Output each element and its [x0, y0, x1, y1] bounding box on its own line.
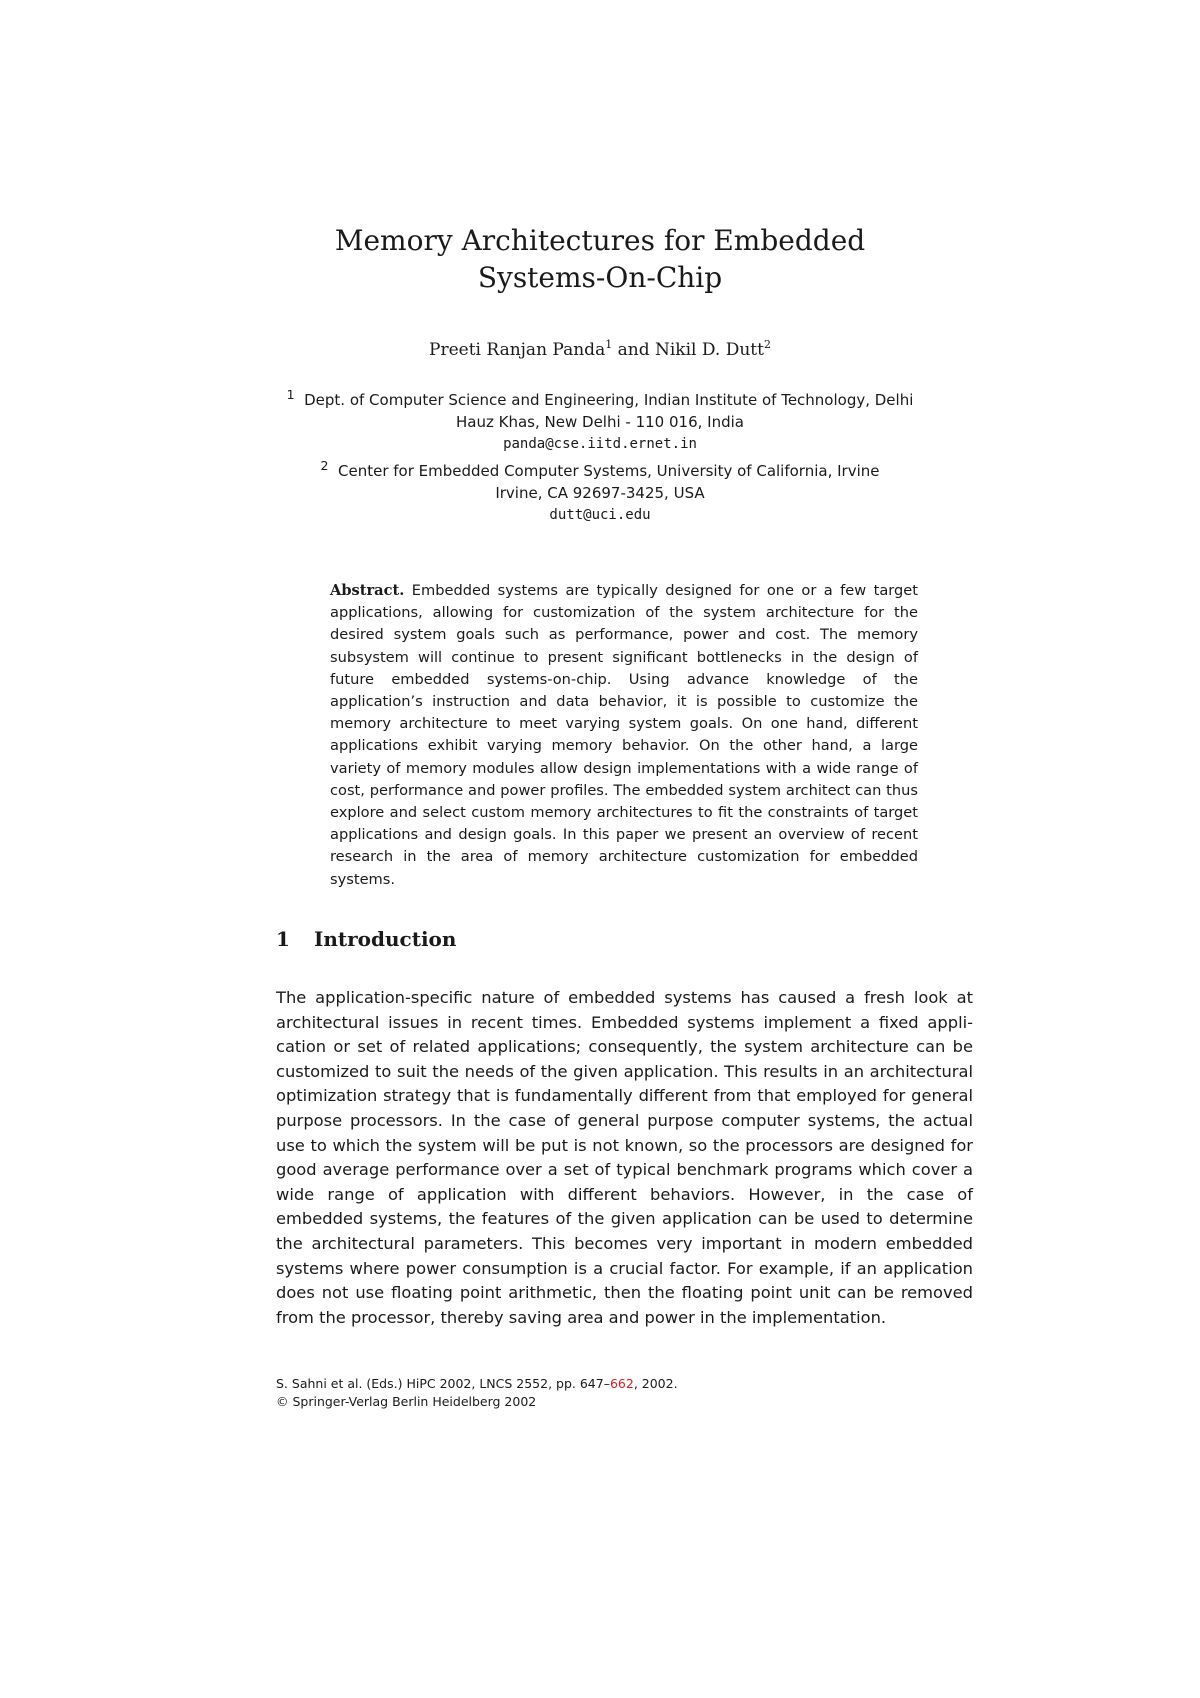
title-line-1: Memory Architectures for Embedded: [334, 224, 866, 257]
affiliation-1-line-2: Hauz Khas, New Delhi - 110 016, India: [456, 413, 744, 431]
affiliation-2-email[interactable]: dutt@uci.edu: [549, 507, 651, 523]
affiliation-2-line-1: [0, 455, 1200, 482]
affiliation-2-line-2: Irvine, CA 92697-3425, USA: [495, 484, 705, 502]
affiliation-mark: 2: [763, 338, 771, 351]
affiliation-mark: 1: [605, 338, 613, 351]
author-name: Preeti Ranjan Panda: [429, 340, 606, 360]
affiliation-mark: 1: [286, 387, 295, 402]
citation-footer: [276, 1375, 678, 1411]
affiliations: [0, 384, 1200, 526]
page-range-link[interactable]: 662: [609, 1376, 634, 1391]
author-conjunction: and: [612, 340, 655, 360]
section-title: Introduction: [314, 927, 457, 951]
author-list: [0, 339, 1200, 361]
abstract-label: Abstract.: [330, 582, 405, 599]
affiliation-1-email[interactable]: panda@cse.iitd.ernet.in: [503, 436, 697, 452]
affiliation-1-line-1: [0, 384, 1200, 411]
affiliation-text: Center for Embedded Computer Systems, University of California, Irvine: [338, 462, 880, 480]
section-heading: [276, 926, 456, 952]
abstract: [330, 580, 918, 891]
introduction-paragraph: The application-specific nature of embedded systems has caused a fresh look at architectural issues in recent times. Embedded systems implement a fixed application or set of related applications; consequently, the system architecture can be customized to suit the needs of the given application. This results in an architectural optimization strategy that is fundamentally different from that employed for general purpose processors. In the case of general purpose computer systems, the actual use to which the system will be put is not known, so the processors are designed for good average performance over a set of typical benchmark programs which cover a wide range of application with different behaviors. However, in the case of embedded systems, the features of the given application can be used to determine the architectural parameters. This becomes very important in modern embedded systems where power consumption is a crucial factor. For example, if an application does not use floating point arithmetic, then the floating point unit can be removed from the processor, thereby saving area and power in the implementation.: [276, 988, 973, 1327]
affiliation-text: Dept. of Computer Science and Engineering, Indian Institute of Technology, Delhi: [304, 391, 914, 409]
copyright-line: © Springer-Verlag Berlin Heidelberg 2002: [276, 1394, 537, 1409]
citation-line: [276, 1375, 678, 1393]
title-line-2: Systems-On-Chip: [477, 261, 723, 294]
section-number: 1: [276, 927, 290, 951]
paper-title: [0, 222, 1200, 296]
abstract-text: Embedded systems are typically designed for one or a few target applications, allowing for customization of the system architecture for the desired system goals such as performance, power and cost. The memory subsystem will continue to present significant bottlenecks in the design of future embedded systems-on-chip. Using advance knowledge of the application’s instruction and data behavior, it is possible to customize the memory architecture to meet varying system goals. On one hand, different applications exhibit varying memory behavior. On the other hand, a large variety of memory modules allow design implementations with a wide range of cost, performance and power profiles. The embedded system architect can thus explore and select custom memory architectures to fit the constraints of target applications and design goals. In this paper we present an overview of recent research in the area of memory architecture customization for embedded systems.: [330, 582, 919, 888]
affiliation-mark: 2: [320, 458, 329, 473]
author-name: Nikil D. Dutt: [654, 340, 764, 360]
citation-suffix: , 2002.: [633, 1376, 678, 1391]
citation-prefix: S. Sahni et al. (Eds.) HiPC 2002, LNCS 2552, pp. 647–: [276, 1376, 610, 1391]
